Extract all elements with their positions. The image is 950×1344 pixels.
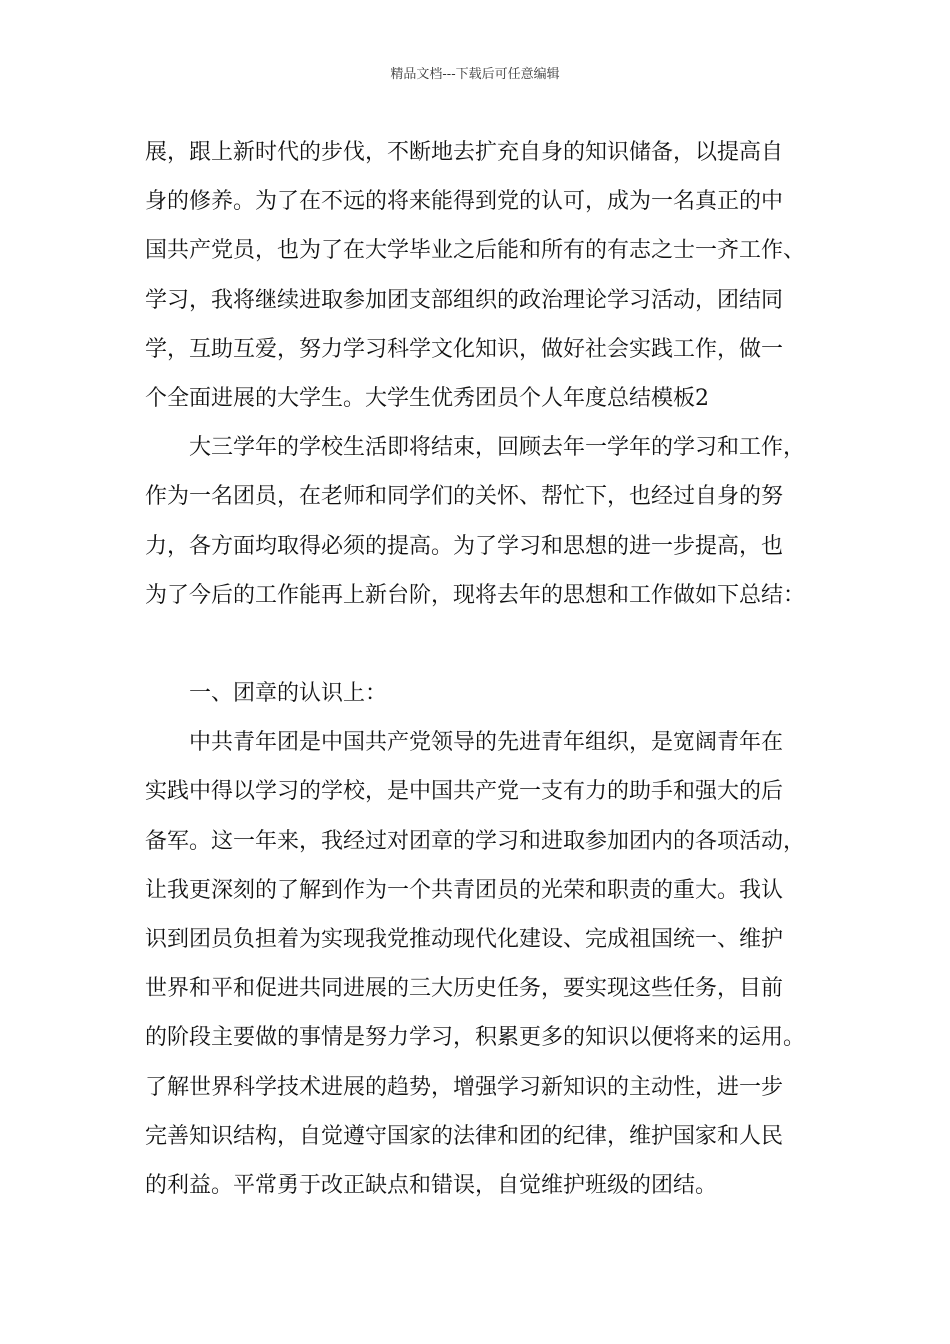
text-line: 识到团员负担着为实现我党推动现代化建设、完成祖国统一、维护 bbox=[145, 927, 784, 952]
text-line: 实践中得以学习的学校，是中国共产党一支有力的助手和强大的后 bbox=[145, 779, 784, 805]
text-line: 的阶段主要做的事情是努力学习，积累更多的知识以便将来的运用。 bbox=[145, 1025, 806, 1051]
text-line: 大三学年的学校生活即将结束，回顾去年一学年的学习和工作， bbox=[189, 435, 806, 461]
text-line: 身的修养。为了在不远的将来能得到党的认可，成为一名真正的中 bbox=[145, 189, 784, 215]
text-line: 一、团章的认识上： bbox=[189, 681, 388, 707]
document-body bbox=[145, 128, 835, 1210]
text-line: 了解世界科学技术进展的趋势，增强学习新知识的主动性，进一步 bbox=[145, 1074, 784, 1100]
text-line: 展，跟上新时代的步伐，不断地去扩充自身的知识储备，以提高自 bbox=[145, 140, 784, 165]
text-line: 的利益。平常勇于改正缺点和错误，自觉维护班级的团结。 bbox=[145, 1172, 718, 1198]
blank-line bbox=[145, 620, 835, 669]
text-line: 作为一名团员，在老师和同学们的关怀、帮忙下，也经过自身的努 bbox=[145, 484, 784, 510]
text-line: 备军。这一年来，我经过对团章的学习和进取参加团内的各项活动， bbox=[145, 828, 806, 854]
page-header: 精品文档---下载后可任意编辑 bbox=[390, 67, 560, 82]
text-line: 世界和平和促进共同进展的三大历史任务，要实现这些任务，目前 bbox=[145, 976, 784, 1002]
text-line: 为了今后的工作能再上新台阶，现将去年的思想和工作做如下总结： bbox=[145, 582, 806, 608]
text-line: 学，互助互爱，努力学习科学文化知识，做好社会实践工作，做一 bbox=[145, 336, 784, 362]
text-line: 力，各方面均取得必须的提高。为了学习和思想的进一步提高，也 bbox=[145, 533, 784, 559]
text-line: 中共青年团是中国共产党领导的先进青年组织，是宽阔青年在 bbox=[189, 730, 784, 756]
text-line: 个全面进展的大学生。大学生优秀团员个人年度总结模板2 bbox=[145, 385, 709, 411]
text-line: 学习，我将继续进取参加团支部组织的政治理论学习活动，团结同 bbox=[145, 287, 784, 313]
text-line: 国共产党员，也为了在大学毕业之后能和所有的有志之士一齐工作、 bbox=[145, 238, 806, 264]
text-line: 完善知识结构，自觉遵守国家的法律和团的纪律，维护国家和人民 bbox=[145, 1123, 784, 1149]
text-line: 让我更深刻的了解到作为一个共青团员的光荣和职责的重大。我认 bbox=[145, 877, 784, 903]
